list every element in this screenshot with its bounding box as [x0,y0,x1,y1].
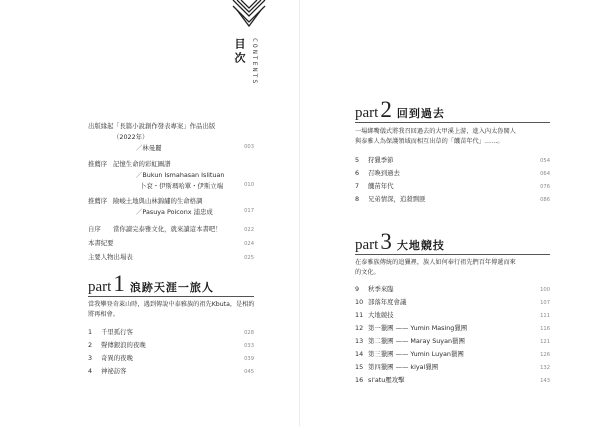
toc-row-front[interactable]: 本書紀要 024 [88,239,254,247]
toc-chapter-row[interactable]: 6 召喚到過去 064 [355,169,550,177]
toc-page-number: 003 [244,144,254,150]
toc-row-front[interactable]: 推薦序 險峻土地與山林錦繡的生命格調 [88,197,203,205]
page-gutter [299,0,300,426]
toc-heading [231,38,259,85]
toc-row-front-subline: 卜袞・伊斯瑪哈單・伊斯立端 [140,182,224,190]
part-divider [88,296,254,297]
toc-chapter-row[interactable]: 7 饑苗年代 076 [355,182,550,190]
toc-row-front-subline: ／Pasuya Poiconx 浦忠成 [136,208,213,216]
toc-chapter-row[interactable]: 15 第四獵團 —— kiyal獵團 132 [355,363,550,371]
toc-row-front[interactable]: 自序 當你讀完泰雅文化，就來讀這本書吧！ 022 [88,225,254,233]
toc-row-front-subline: ／林曼麗 [136,144,162,152]
toc-chapter-row[interactable]: 9 秋季來臨 100 [355,285,550,293]
toc-chapter-row[interactable]: 16 si'atu壓攻擊 143 [355,376,550,384]
toc-chapter-row[interactable]: 1 千里孤行客 028 [88,328,254,336]
part-divider [355,254,550,255]
part-description: 一場綁嘴儀式將我召回過去的大甲溪上游，進入內太魯閣人 與泰雅人為保護領域而相互出草的「饑苗年代」……。 [355,128,516,145]
toc-chapter-row[interactable]: 14 第三獵團 —— Yumin Luyan獵團 126 [355,350,550,358]
toc-row-front-subline: ／Bukun Ismahasan Islituan [136,171,225,179]
toc-row-front-subline: （2022年） [113,133,149,141]
toc-chapter-row[interactable]: 8 兄弟情深，追殺剽匪 086 [355,195,550,203]
part-heading: part 3 大地競技 [355,229,445,254]
toc-chapter-row[interactable]: 3 奇異的夜晚 039 [88,354,254,362]
part-description: 當我攀登奇萊山時，遇到傳說中泰雅族的祖先Kbuta，是相約 將再相會。 [88,301,255,318]
toc-page-number: 017 [244,208,254,214]
toc-title: 目次 [233,38,246,66]
toc-row-front[interactable]: 出版緣起 「長篇小說創作發表專案」作品出版 [88,122,216,130]
toc-chapter-row[interactable]: 12 第一獵團 —— Yumin Masing獵團 116 [355,324,550,332]
part-description: 在泰雅族傳統的追獵裡，族人如何奉行祖先們百年傳遞而來 的文化。 [355,259,516,276]
toc-chapter-row[interactable]: 4 神祕訪客 045 [88,367,254,375]
part-divider [355,122,550,123]
toc-chapter-row[interactable]: 13 第二獵團 —— Maray Suyan獵團 121 [355,337,550,345]
chevron-ornament-icon [232,0,266,28]
toc-chapter-row[interactable]: 10 部落年度會議 107 [355,298,550,306]
toc-chapter-row[interactable]: 2 聲傳銀浪的夜晚 033 [88,341,254,349]
part-heading: part 2 回到過去 [355,97,445,122]
toc-row-front[interactable]: 主要人物出場表 025 [88,253,254,261]
part-heading: part 1 浪跡天涯一旅人 [88,271,214,296]
toc-title-en: CONTENTS [251,38,259,86]
toc-chapter-row[interactable]: 11 大地競技 111 [355,311,550,319]
toc-row-front[interactable]: 推薦序 記憶生命的彩虹圖譜 [88,160,171,168]
toc-chapter-row[interactable]: 5 狩獵季節 054 [355,156,550,164]
toc-page-number: 010 [244,182,254,188]
